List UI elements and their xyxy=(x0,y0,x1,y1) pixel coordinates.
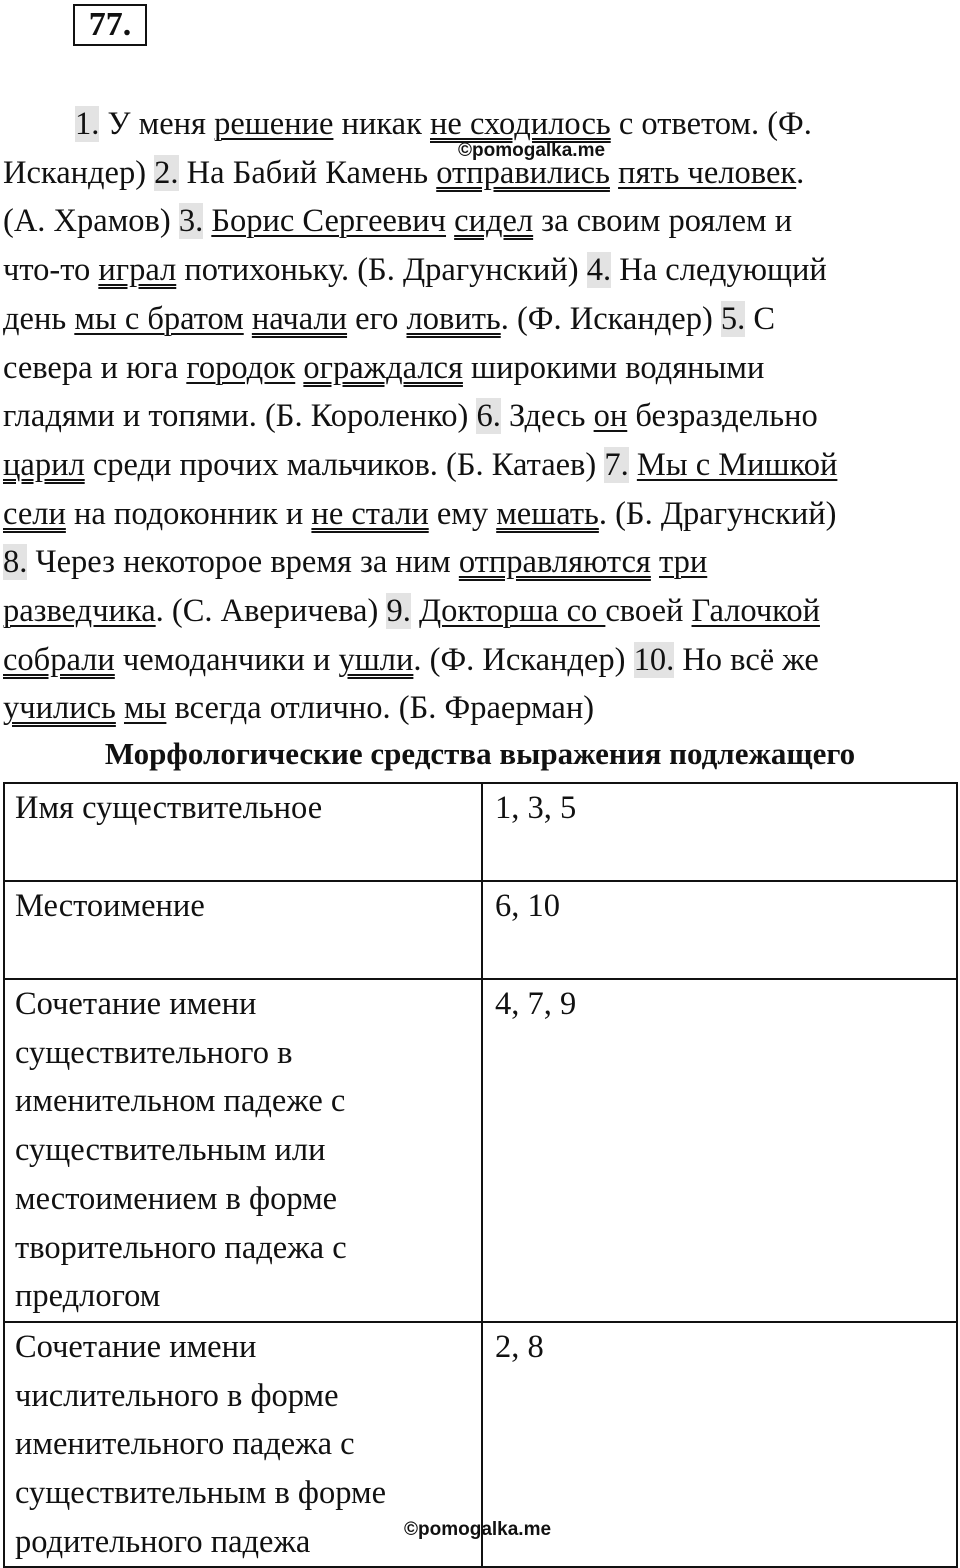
text-fragment: . (Ф. Искандер) xyxy=(413,641,634,678)
subject-underlined: разведчика xyxy=(3,593,156,630)
sentence-number: 2. xyxy=(154,154,179,191)
table-row xyxy=(4,783,957,881)
subject-underlined: он xyxy=(593,398,628,435)
text-fragment: его xyxy=(347,300,407,337)
answer-table xyxy=(3,782,958,1568)
text-fragment: всегда отлично. (Б. Фраерман) xyxy=(166,690,595,727)
label-line: родительного падежа xyxy=(15,1523,311,1560)
predicate-underlined: ловить xyxy=(406,300,501,337)
subject-underlined: Докторша со xyxy=(418,593,606,630)
text-fragment: С xyxy=(745,300,776,337)
text-fragment: . (С. Аверичева) xyxy=(155,593,387,630)
subject-underlined: Борис Сергеевич xyxy=(211,203,447,240)
label-line: предлогом xyxy=(15,1278,161,1315)
text-fragment: на подоконник и xyxy=(65,495,312,532)
predicate-underlined: отправляются xyxy=(458,544,651,581)
text-fragment xyxy=(629,447,637,483)
text-line xyxy=(3,538,948,587)
text-fragment xyxy=(651,544,659,580)
label-line: существительным или xyxy=(15,1132,326,1169)
text-fragment: своей xyxy=(605,593,692,630)
predicate-underlined: ушли xyxy=(338,641,414,678)
text-fragment xyxy=(411,593,419,629)
text-fragment xyxy=(610,155,618,191)
watermark-bottom: ©pomogalka.me xyxy=(404,1519,552,1540)
subject-underlined: решение xyxy=(214,106,334,142)
sentence-number: 4. xyxy=(586,252,612,289)
text-line xyxy=(3,149,948,198)
text-fragment xyxy=(446,203,454,239)
table-cell-label: Местоимение xyxy=(4,881,482,979)
text-fragment: . xyxy=(796,154,805,191)
text-fragment: безраздельно xyxy=(627,398,818,435)
subject-underlined: городок xyxy=(186,349,296,386)
sentence-number: 3. xyxy=(178,203,204,240)
text-fragment: Здесь xyxy=(500,398,594,435)
table-cell-value: 6, 10 xyxy=(482,881,957,979)
text-fragment: среди прочих мальчиков. (Б. Катаев) xyxy=(84,446,605,483)
label-line: числительного в форме xyxy=(15,1377,339,1414)
text-fragment: что-то xyxy=(3,252,99,289)
predicate-underlined: учились xyxy=(3,690,116,727)
text-line xyxy=(3,100,948,149)
table-cell-value: 2, 8 xyxy=(482,1322,957,1568)
predicate-underlined: не сходилось xyxy=(430,106,611,142)
exercise-number: 77. xyxy=(73,4,147,46)
text-fragment: ему xyxy=(428,495,497,532)
text-fragment: (А. Храмов) xyxy=(3,203,179,240)
table-cell-label xyxy=(4,979,482,1322)
label-line: существительного в xyxy=(15,1034,293,1071)
text-fragment: Но всё же xyxy=(674,641,819,678)
text-line xyxy=(3,246,948,295)
text-fragment: за своим роялем и xyxy=(533,203,793,240)
sentence-number: 8. xyxy=(3,544,28,581)
text-line xyxy=(3,636,948,685)
table-cell-label: Имя существительное xyxy=(4,783,482,881)
subject-underlined: пять человек xyxy=(618,154,797,191)
text-fragment: . (Б. Драгунский) xyxy=(598,495,837,532)
table-heading: Морфологические средства выражения подлежащего xyxy=(104,736,856,771)
predicate-underlined: сели xyxy=(3,495,66,532)
sentence-number: 10. xyxy=(633,641,675,678)
text-fragment: На Бабий Камень xyxy=(178,154,437,191)
text-fragment xyxy=(116,690,124,726)
text-fragment: Через некоторое время за ним xyxy=(27,544,459,581)
text-fragment: никак xyxy=(333,106,430,142)
text-line xyxy=(3,344,948,393)
table-row xyxy=(4,881,957,979)
table-cell-value: 1, 3, 5 xyxy=(482,783,957,881)
watermark-top: ©pomogalka.me xyxy=(458,140,606,161)
text-fragment: севера и юга xyxy=(3,349,187,386)
sentence-number: 9. xyxy=(386,593,411,630)
exercise-text xyxy=(3,100,948,733)
predicate-underlined: собрали xyxy=(3,641,115,678)
sentence-number: 5. xyxy=(720,300,746,337)
predicate-underlined: мешать xyxy=(496,495,599,532)
text-fragment: . (Ф. Искандер) xyxy=(500,300,721,337)
subject-underlined: Мы с Мишкой xyxy=(636,446,838,483)
label-line: существительным в форме xyxy=(15,1475,386,1512)
label-line: местоимением в форме xyxy=(15,1180,338,1217)
predicate-underlined: ограждался xyxy=(303,349,463,386)
text-line xyxy=(3,441,948,490)
text-fragment: с ответом. (Ф. xyxy=(610,106,812,142)
text-fragment: Искандер) xyxy=(3,154,155,191)
predicate-underlined: начали xyxy=(251,300,348,337)
subject-underlined: мы с братом xyxy=(74,300,244,337)
table-row xyxy=(4,979,957,1322)
sentence-number: 1. xyxy=(75,106,100,142)
text-line xyxy=(3,295,948,344)
text-fragment: На следующий xyxy=(611,252,827,289)
text-line xyxy=(3,490,948,539)
text-fragment: чемоданчики и xyxy=(114,641,339,678)
text-fragment xyxy=(244,301,252,337)
text-line xyxy=(3,587,948,636)
label-line: творительного падежа с xyxy=(15,1229,347,1266)
text-fragment: широкими водяными xyxy=(462,349,765,386)
predicate-underlined: не стали xyxy=(311,495,429,532)
predicate-underlined: сидел xyxy=(454,203,534,240)
text-fragment: У меня xyxy=(99,106,215,142)
table-cell-value: 4, 7, 9 xyxy=(482,979,957,1322)
label-line: именительного падежа с xyxy=(15,1426,355,1463)
text-fragment: день xyxy=(3,300,75,337)
label-line: Сочетание имени xyxy=(15,986,257,1022)
text-line xyxy=(3,684,948,733)
label-line: именительном падеже с xyxy=(15,1083,346,1120)
predicate-underlined: играл xyxy=(98,252,177,289)
subject-underlined: Галочкой xyxy=(691,593,820,630)
sentence-number: 6. xyxy=(476,398,501,435)
text-fragment: гладями и топями. (Б. Короленко) xyxy=(3,398,477,435)
label-line: Сочетание имени xyxy=(15,1328,257,1365)
text-fragment: потихоньку. (Б. Драгунский) xyxy=(176,252,587,289)
sentence-number: 7. xyxy=(604,446,629,483)
predicate-underlined: отправились xyxy=(436,154,610,191)
text-line xyxy=(3,197,948,246)
subject-underlined: мы xyxy=(123,690,167,727)
text-line xyxy=(3,392,948,441)
predicate-underlined: царил xyxy=(3,446,85,483)
subject-underlined: три xyxy=(659,544,708,581)
